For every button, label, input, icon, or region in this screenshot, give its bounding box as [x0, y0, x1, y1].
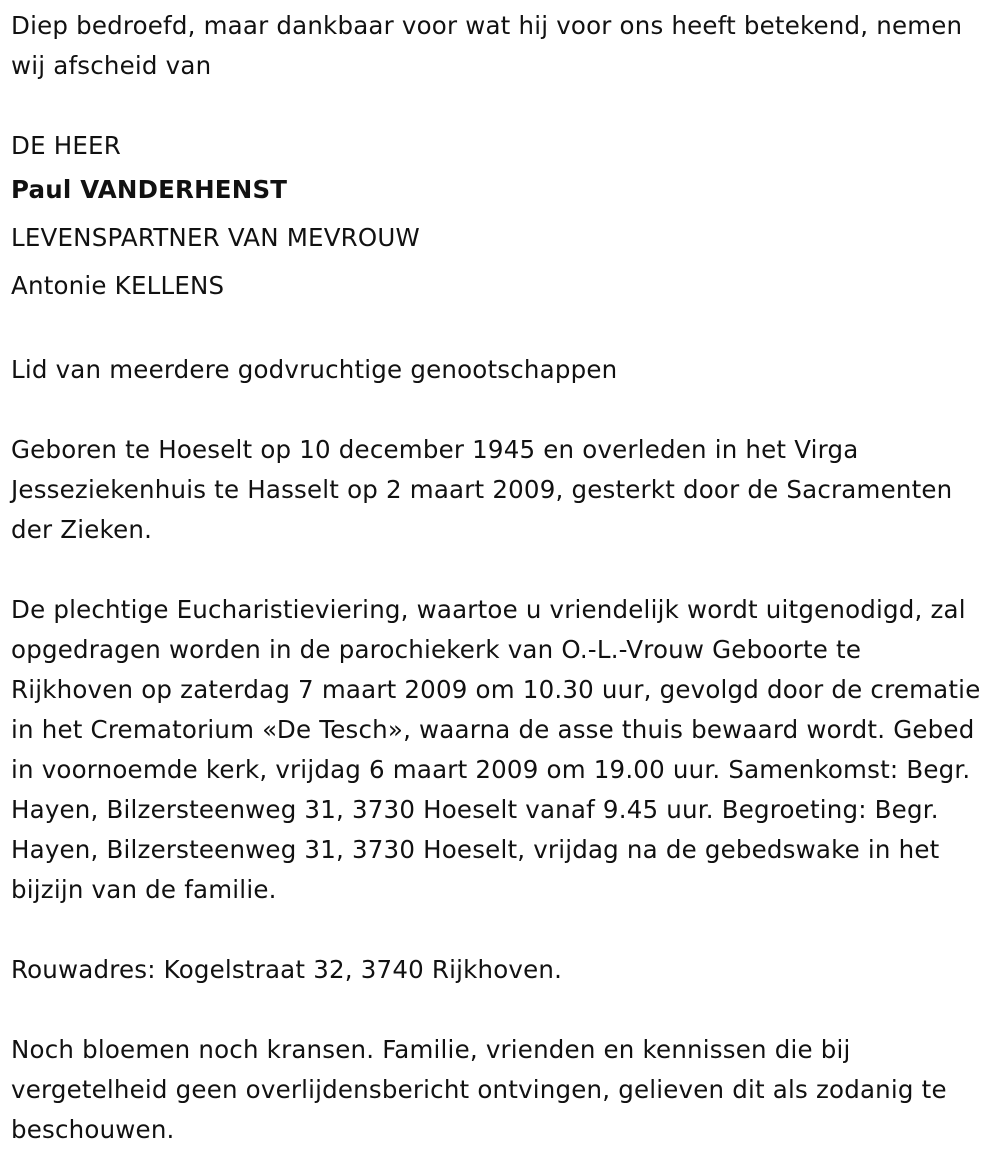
honorific: DE HEER: [11, 131, 121, 160]
partner-name: Antonie KELLENS: [11, 271, 225, 300]
membership-text: Lid van meerdere godvruchtige genootschappen: [11, 355, 618, 384]
birth-death-text: Geboren te Hoeselt op 10 december 1945 en overleden in het Virga Jesseziekenhuis te Hasselt op 2 maart 2009, gesterkt door de Sacramenten der Zieken.: [11, 435, 953, 544]
intro-text: Diep bedroefd, maar dankbaar voor wat hij voor ons heeft betekend, nemen wij afscheid van: [11, 11, 963, 80]
deceased-name: Paul VANDERHENST: [11, 175, 288, 204]
partner-label: LEVENSPARTNER VAN MEVROUW: [11, 223, 420, 252]
ceremony-text: De plechtige Eucharistieviering, waartoe u vriendelijk wordt uitgenodigd, zal opgedragen worden in de parochiekerk van O.-L.-Vrouw Geboorte te Rijkhoven op zaterdag 7 maart 2009 om 10.30 uur, gevolgd door de crematie in het Crematorium «De Tesch», waarna de asse thuis bewaard wordt. Gebed in voornoemde kerk, vrijdag 6 maart 2009 om 19.00 uur. Samenkomst: Begr. Hayen, Bilzersteenweg 31, 3730 Hoeselt vanaf 9.45 uur. Begroeting: Begr. Hayen, Bilzersteenweg 31, 3730 Hoeselt, vrijdag na de gebedswake in het bijzijn van de familie.: [11, 595, 981, 904]
mourning-address: Rouwadres: Kogelstraat 32, 3740 Rijkhoven.: [11, 955, 563, 984]
closing-text: Noch bloemen noch kransen. Familie, vrienden en kennissen die bij vergetelheid geen overlijdensbericht ontvingen, gelieven dit als zodanig te beschouwen.: [11, 1035, 947, 1144]
